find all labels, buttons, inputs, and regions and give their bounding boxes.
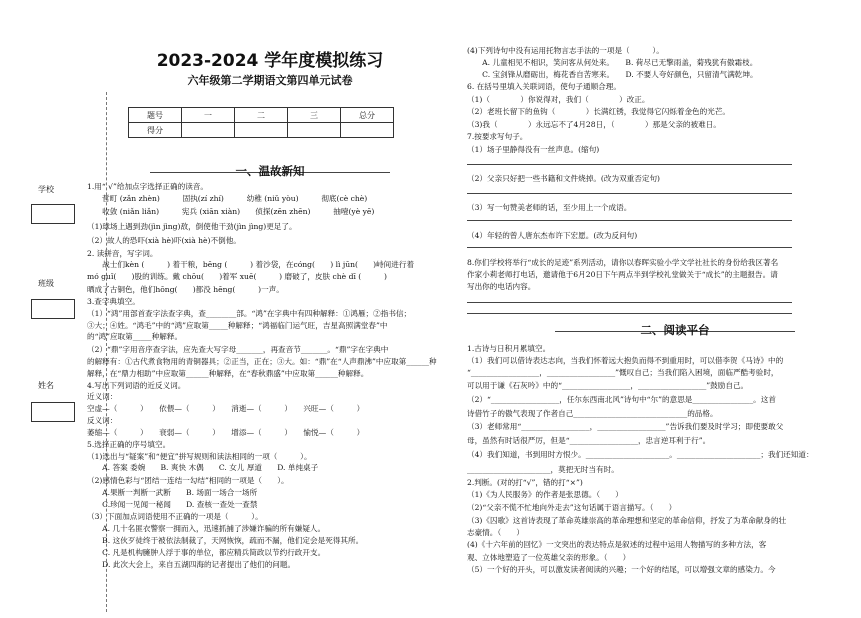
text-line: A.果断一判断一武断 B. 场面一场合一场所	[87, 488, 258, 497]
text-line: （4）我们知道，书到用时方恨少。______________________。______________________；我们还知道：	[467, 450, 814, 459]
text-line: 战士们kèn ( ) 着干粮，bēng ( ) 着沙袋，在cóng( ) lì jūn( )峙间进行着	[87, 260, 415, 269]
text-line: 3.查字典填空。	[87, 297, 140, 306]
score-cell: 三	[288, 108, 341, 123]
class-label: 班级	[38, 279, 54, 288]
name-box[interactable]	[31, 402, 75, 422]
text-line: （1)球场上遇到劲(jìn jìng)敌，倒使他干劲(jìn jìng)更足了。	[87, 222, 297, 231]
text-line: （1）“鸿”用部首查字法查字典，查________部。“鸿”在字典中有四种解释：①鸿雁；②指书信；	[87, 309, 412, 318]
text-line: C. 宝剑锋从磨砺出，梅花香自苦寒来。 D. 不要人夸好颜色，只留清气满乾坤。	[467, 70, 758, 79]
text-line: 观、立体地塑造了一位英雄父亲的形象。（ ）	[467, 553, 631, 562]
score-cell: 得分	[129, 123, 182, 138]
answer-line[interactable]	[467, 302, 792, 303]
school-box[interactable]	[31, 204, 75, 224]
text-line: 5.选择正确的序号填空。	[87, 440, 171, 449]
text-line: （5）一个好的开头，可以激发读者阅读的兴趣；一个好的结尾，可以增强文章的感染力。今	[467, 565, 776, 574]
text-line: （4）年轻的曾人唐东杰布许下宏愿。(改为反问句)	[467, 231, 638, 240]
section-heading-2: 二、阅读平台	[640, 323, 710, 337]
text-line: （2）父亲只好把一些书籍和文件烧掉。(改为双重否定句)	[467, 174, 661, 183]
score-cell: 一	[182, 108, 235, 123]
text-line: （3）老师常用“__________________，__________________”告诉我们要及时学习；即使要敢父	[467, 422, 784, 431]
answer-line[interactable]	[467, 193, 792, 194]
text-line: (4)下列诗句中没有运用托物言志手法的一项是（ ）。	[467, 46, 664, 55]
text-line: 可以用于谦《石灰吟》中的“__________________，__________________”鼓励自己。	[467, 381, 749, 390]
text-line: A. 答案 委婉 B. 爽快 木偶 C. 女儿 厚道 D. 单纯桌子	[87, 463, 319, 472]
text-line: （3)我（ ）永远忘不了4月28日，（ ）那是父亲的被难日。	[467, 120, 721, 129]
text-line: 反义词：	[87, 416, 118, 425]
exam-title: 2023-2024 学年度模拟练习	[156, 51, 384, 71]
text-line: mó guǐ( )股的训练。戴 chōu( )着军 xuē( ) 磨破了，皮肤 chè dī ( )	[87, 272, 387, 281]
text-line: C. 凡是机构臃肿人浮于事的单位，都应精兵简政以节约行政开支。	[87, 548, 326, 557]
score-entry-cell[interactable]	[182, 123, 235, 138]
text-line: 诗借竹子的傲气表现了作者自己______________________________的品格。	[467, 409, 718, 418]
text-line: （1)《为人民服务》的作者是张思德。（ ）	[467, 490, 623, 499]
text-line: 志豪情。（ ）	[467, 528, 524, 537]
answer-line[interactable]	[467, 220, 792, 221]
text-line: ③大；④姓。“鸿毛”中的“鸿”应取第_____种解释；“鸿福临门运气旺，吉星高照满堂春”中	[87, 321, 388, 330]
score-entry-cell[interactable]	[288, 123, 341, 138]
class-box[interactable]	[31, 299, 75, 319]
score-entry-cell[interactable]	[235, 123, 288, 138]
text-line: 2.判断。(对的打“√”，错的打“×”)	[467, 478, 583, 487]
text-line: A. 儿童相见不相识，笑问客从何处来。 B. 荷尽已无擎雨盖，菊残犹有傲霜枝。	[467, 58, 758, 67]
answer-line[interactable]	[467, 247, 792, 248]
text-line: （2)“父亲不慌不忙地向外走去”这句话属于语言描写。（ ）	[467, 503, 677, 512]
text-line: 母，虽然有时话很严厉，但是“__________________，忠言逆耳利于行”。	[467, 436, 711, 445]
score-cell: 二	[235, 108, 288, 123]
text-line: B. 这伙歹徒终于被依法制裁了，天网恢恢，疏而不漏，他们定会是死得其所。	[87, 536, 364, 545]
text-line: C.珍闻一见闻一秘闻 D. 查核一查处一查禁	[87, 500, 258, 509]
text-line: 空虚—（ ） 依偎—（ ） 消逝—（ ） 兴旺—（ ）	[87, 404, 365, 413]
answer-line[interactable]	[467, 313, 792, 314]
text-line: （2）“鼎”字用音序查字法，应先查大写字母_______，再查音节_______。“鼎”字在字典中	[87, 345, 389, 354]
score-cell: 题号	[129, 108, 182, 123]
text-line: D. 此次大会上，来自五湖四海的记者提出了他们的问题。	[87, 560, 296, 569]
text-line: 萎缩—（ ） 衰弱—（ ） 增添—（ ） 愉悦—（ ）	[87, 428, 365, 437]
text-line: 解释，在“鼎力相助”中应取第______种解释，在“春秋鼎盛”中应取第______种解释。	[87, 369, 369, 378]
text-line: ______________________，莫把无时当有时。	[467, 465, 619, 474]
text-line: 6. 在括号里填入关联词语，使句子通顺合理。	[467, 82, 621, 91]
school-label: 学校	[38, 185, 54, 194]
text-line: 写出你的电话内容。	[467, 282, 536, 291]
text-line: 近义词：	[87, 392, 118, 401]
exam-subtitle: 六年级第二学期语文第四单元试卷	[187, 74, 353, 87]
text-line: （2)感情色彩与“团结一连结一勾结”相同的一项是（ ）。	[87, 476, 289, 485]
text-line: （2）老班长留下的鱼钩（ ）长满红锈，我觉得它闪烁着金色的光芒。	[467, 107, 731, 116]
text-line: 收敛 (niǎn liǎn) 宪兵 (xiān xiàn) 侦探(zēn zhēn) 抽噎(yè yē)	[87, 207, 375, 216]
text-line: 2. 读拼音，写字词。	[87, 249, 158, 258]
score-table-score-row	[129, 123, 394, 138]
text-line: （2）故人的恐吓(xià hè)吓(xià hè)不倒他。	[87, 236, 241, 245]
text-line: （1)选出与“疑案”和“便宜”拼写规则和读法相同的一项（ ）。	[87, 452, 312, 461]
text-line: （1）我们可以借诗表达志向，当我们怀着远大抱负而得不到重用时，可以借李贺《马诗》中的	[467, 356, 784, 365]
text-line: （2）“__________________，任尔东西南北风”诗句中“尔”的意思是________________。这首	[467, 395, 776, 404]
text-line: 的“鸿”应取第_____种解释。	[87, 332, 183, 341]
name-label: 姓名	[38, 381, 54, 390]
text-line: 的解释有：①古代煮食物用的青铜器具；②正当，正在；③大。如：“鼎”在“人声鼎沸”中应取第______种	[87, 357, 437, 366]
section-heading-1: 一、温故新知	[235, 164, 305, 178]
text-line: 作家小莉老师打电话，邀请他于6月20日下午两点半到学校礼堂做关于“成长”的主题报告。请	[467, 270, 778, 279]
score-cell: 总分	[341, 108, 394, 123]
text-line: “__________________，__________________”慨叹自己；当我们陷入困境，面临严酷考验时，	[467, 368, 779, 377]
text-line: （3）写一句赞美老师的话，至少用上一个成语。	[467, 203, 632, 212]
answer-line[interactable]	[467, 164, 792, 165]
score-table-header-row	[129, 108, 394, 123]
text-line: （1）场子里静得没有一丝声息。(缩句)	[467, 145, 600, 154]
text-line: 晒成了古铜色，他们hōng( )都没 hēng( )一声。	[87, 285, 284, 294]
text-line: 1.古诗与日积月累填空。	[467, 344, 551, 353]
score-entry-cell[interactable]	[341, 123, 394, 138]
text-line: （3)《囚歌》这首诗表现了革命英雄崇高的革命理想和坚定的革命信仰，抒发了为革命献身的壮	[467, 516, 787, 525]
score-table	[128, 107, 394, 138]
text-line: 1.用“ √”给加点字选择正确的读音。	[87, 182, 208, 191]
text-line: （3）下面加点词语使用不正确的一项是（ ）。	[87, 512, 263, 521]
text-line: （1)（ ）你说得对，我们（ ）改正。	[467, 95, 650, 104]
text-line: 7.按要求写句子。	[467, 132, 528, 141]
text-line: A. 几十名匪衣警察一拥而入，迅速抓捕了涉嫌诈骗的所有嫌疑人。	[87, 524, 326, 533]
text-line: 4.写出下列词语的近反义词。	[87, 381, 186, 390]
text-line: 哲町 (zǎn zhèn) 固执(zí zhí) 幼稚 (niǔ yòu) 彻底(cè chè)	[87, 194, 368, 203]
text-line: 8.你们学校将举行“成长的足迹”系列活动，请你以春晖实验小学文学社社长的身份给我区著名	[467, 258, 779, 267]
text-line: (4)《十六年前的回忆》一文突出的表达特点是叙述的过程中运用人物描写的多种方法，客	[467, 540, 767, 549]
